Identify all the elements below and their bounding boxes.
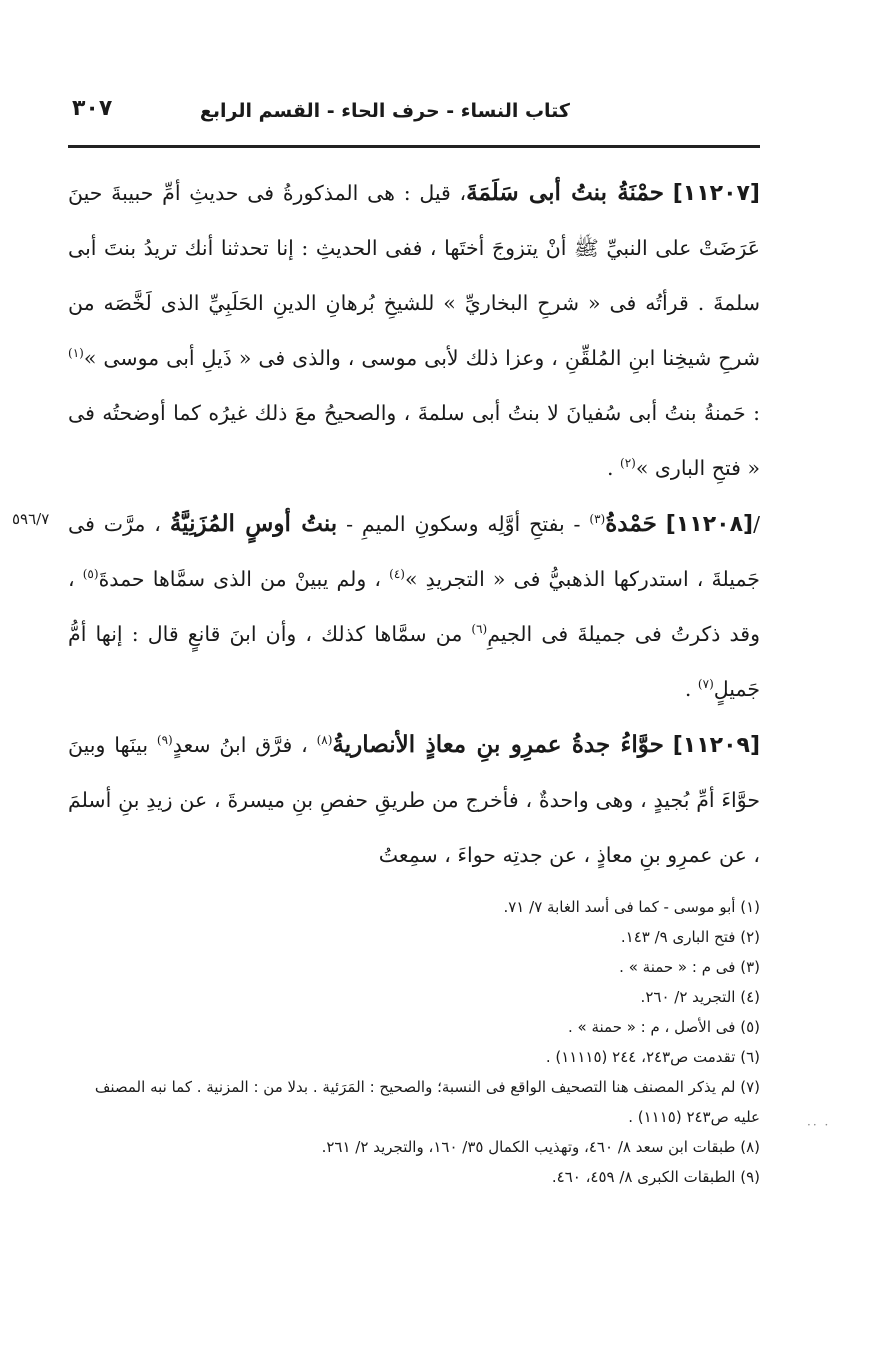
footnote-item [68,892,760,922]
footnote-ref[interactable]: (٢) [620,456,636,471]
entry-text: من سمَّاها كذلك ، وأن ابنَ قانعٍ قال : إنها أمُّ جَميلٍ [68,622,760,701]
entry-number: [١١٢٠٨] [665,512,754,537]
footnote-label: (٦) [740,1048,760,1066]
footnote-ref[interactable]: (٧) [697,677,714,692]
scan-mark: ·· · [807,1118,831,1132]
footnote-text: لم يذكر المصنف هنا التصحيف الواقع فى النسبة؛ والصحيح : المَرَئية . بدلا من : المزنية . كما نبه المصنف عليه ص٢٤٣ (١١١٥) . [94,1078,760,1126]
footnote-label: (٧) [740,1078,760,1096]
footnote-text: تقدمت ص٢٤٣، ٢٤٤ (١١١١٥) . [545,1048,736,1066]
entry-11207 [68,165,760,496]
footnote-text: الطبقات الكبرى ٨/ ٤٥٩، ٤٦٠. [551,1168,736,1186]
entry-text: بينَها وبينَ حوَّاءَ أمِّ بُجيدٍ ، وهى واحدةٌ ، فأخرج من طريقِ حفصِ بنِ ميسرةَ ، عن زيدِ بنِ أسلمَ ، عن عمرِو بنِ معاذٍ ، عن جدتِه حواءَ ، سمِعتُ [68,733,760,867]
entry-name: حوَّاءُ جدةُ عمرِو بنِ معاذٍ الأنصاريةُ [332,731,664,758]
entry-text: ، وقد ذكرتُ فى جميلةَ فى الجيمِ [68,567,760,646]
entry-text: . [606,456,620,480]
footnote-label: (٩) [740,1168,760,1186]
main-text [68,165,760,883]
footnote-item [68,952,760,982]
footnote-ref[interactable]: (٩) [156,733,173,748]
footnote-ref[interactable]: (٥) [82,567,99,582]
footnote-item [68,982,760,1012]
entry-text: ، مرَّت فى جَميلةَ ، استدركها الذهبيُّ فى « التجريدِ » [68,512,760,591]
header-divider [68,145,760,148]
margin-reference: ٥٩٦/٧ [12,510,50,528]
footnote-ref[interactable]: (٨) [316,733,333,748]
footnote-ref[interactable]: (١) [68,346,84,361]
entry-11208 [68,496,760,717]
running-header [68,92,760,132]
footnote-item [68,1132,760,1162]
page-number: ٣٠٧ [72,96,113,121]
running-title: كتاب النساء - حرف الحاء - القسم الرابع [199,100,570,122]
footnote-label: (٣) [740,958,760,976]
entry-text: ، فرَّق ابنُ سعدٍ [172,733,317,757]
entry-text: . [684,677,698,701]
footnote-label: (٥) [740,1018,760,1036]
footnotes [68,892,760,1192]
entry-11209 [68,717,760,883]
footnote-ref[interactable]: (٦) [471,622,488,637]
entry-text: ، ولم يبينْ من الذى سمَّاها حمدةَ [98,567,390,591]
footnote-item [68,1012,760,1042]
footnote-text: طبقات ابن سعد ٨/ ٤٦٠، وتهذيب الكمال ٣٥/ ١٦٠، والتجريد ٢/ ٢٦١. [321,1138,736,1156]
entry-text: : حَمنةُ بنتُ أبى سُفيانَ لا بنتُ أبى سلمةَ ، والصحيحُ معَ ذلك غيرُه كما أوضحتُه فى « فتحِ البارى » [68,401,760,480]
entry-number: [١١٢٠٩] [672,733,760,758]
footnote-ref[interactable]: (٣) [589,512,606,527]
footnote-ref[interactable]: (٤) [389,567,405,582]
footnote-text: فتح البارى ٩/ ١٤٣. [620,928,736,946]
footnote-text: أبو موسى - كما فى أسد الغابة ٧/ ٧١. [503,898,736,916]
footnote-item [68,1072,760,1132]
entry-text: - بفتحِ أوَّلِه وسكونِ الميمِ - [337,512,590,536]
entry-name-lineage: بنتُ أوسٍ المُزَنِيَّةُ [169,510,338,537]
entry-name: حمْنَةُ بنتُ أبى سَلَمَةَ [466,179,664,206]
entry-name: حَمْدةُ [605,510,657,537]
entry-text: ، قيل : هى المذكورةُ فى حديثِ أمِّ حبيبةَ حينَ عَرَضَتْ على النبيِّ ﷺ أنْ يتزوجَ أختَها ، ففى الحديثِ : إنا تحدثنا أنك تريدُ بنتَ أبى سلمةَ . قرأتُه فى « شرحِ البخاريِّ » للشيخِ بُرهانِ الدينِ الحَلَبِيِّ الذى لَخَّصَه من شرحِ شيخِنا ابنِ المُلقِّنِ ، وعزا ذلك لأبى موسى ، والذى فى « ذَيلِ أبى موسى » [68,181,760,370]
footnote-label: (٨) [740,1138,760,1156]
entry-lead-mark: / [753,512,760,536]
footnote-text: التجريد ٢/ ٢٦٠. [640,988,736,1006]
footnote-item [68,1042,760,1072]
entry-number: [١١٢٠٧] [672,181,760,206]
footnote-text: فى الأصل ، م : « حمنة » . [567,1018,736,1036]
footnote-item [68,1162,760,1192]
footnote-label: (٤) [740,988,760,1006]
footnote-label: (١) [740,898,760,916]
footnote-item [68,922,760,952]
footnote-label: (٢) [740,928,760,946]
footnote-text: فى م : « حمنة » . [619,958,736,976]
